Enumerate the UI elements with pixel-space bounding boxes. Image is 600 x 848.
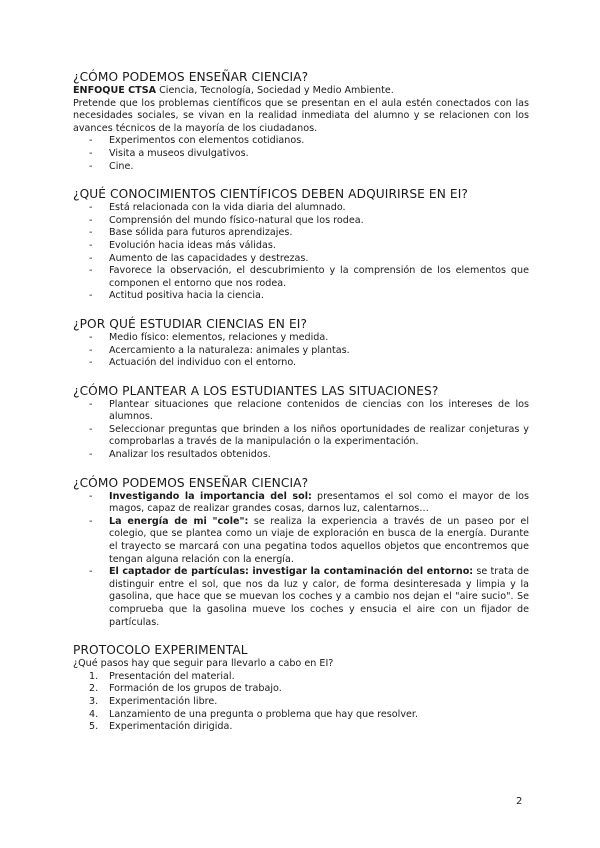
list-item bbox=[73, 135, 529, 148]
list-item bbox=[73, 161, 529, 174]
protocol-question: ¿Qué pasos hay que seguir para llevarlo a cabo en EI? bbox=[73, 658, 334, 670]
list-item-heading: El captador de partículas: investigar la contaminación del entorno: bbox=[109, 566, 474, 578]
dash-marker: - bbox=[89, 357, 93, 369]
dash-marker: - bbox=[89, 290, 93, 302]
section-title: ¿POR QUÉ ESTUDIAR CIENCIAS EN EI? bbox=[73, 316, 308, 331]
number-marker: 4. bbox=[89, 708, 99, 720]
list-item-text: Experimentos con elementos cotidianos. bbox=[109, 135, 305, 147]
dash-marker: - bbox=[89, 331, 93, 343]
list-item bbox=[73, 345, 529, 358]
list-item-text: se trata de distinguir entre el sol, que nos da luz y calor, de forma desinteresada y limpia y la gasolina, que hace que se muevan los coches y a cambio nos dejan el "aire sucio". Se comprueba que la gasolina mueve los coches y ensucia el aire con un fijador de partículas. bbox=[109, 566, 529, 628]
dash-marker: - bbox=[89, 449, 93, 461]
list-item-text: Base sólida para futuros aprendizajes. bbox=[109, 227, 293, 239]
list-item-text: Seleccionar preguntas que brinden a los niños oportunidades de realizar conjeturas y comprobarlas a través de la manipulación o la experimentación. bbox=[109, 423, 529, 448]
section-como-ensenar-1 bbox=[73, 70, 529, 173]
list-item bbox=[73, 290, 529, 303]
list-item-text: Aumento de las capacidades y destrezas. bbox=[109, 252, 309, 264]
list-item-text: presentamos el sol como el mayor de los magos, capaz de realizar grandes cosas, darnos luz, calentarnos… bbox=[109, 490, 529, 515]
dash-marker: - bbox=[89, 566, 93, 578]
dash-marker: - bbox=[89, 398, 93, 410]
section-como-ensenar-2 bbox=[73, 476, 529, 630]
list-item bbox=[73, 399, 529, 424]
list-item bbox=[73, 424, 529, 449]
list-item-text: se realiza la experiencia a través de un paseo por el colegio, que se plantea como un viaje de exploración en busca de la energía. Durante el trayecto se marcará con una pegatina todos aquellos objetos que encontremos que tengan alguna relación con la energía. bbox=[109, 515, 529, 565]
dash-marker: - bbox=[89, 423, 93, 435]
bullet-list bbox=[73, 399, 529, 462]
focus-label: ENFOQUE CTSA bbox=[73, 85, 157, 96]
list-item bbox=[73, 696, 529, 709]
list-item bbox=[73, 566, 529, 629]
focus-text: Ciencia, Tecnología, Sociedad y Medio Ambiente. bbox=[156, 85, 394, 96]
dash-marker: - bbox=[89, 227, 93, 239]
section-title: PROTOCOLO EXPERIMENTAL bbox=[73, 643, 248, 658]
list-item-text: Experimentación dirigida. bbox=[109, 721, 233, 733]
list-item bbox=[73, 253, 529, 266]
list-item-text: Lanzamiento de una pregunta o problema que hay que resolver. bbox=[109, 708, 419, 720]
dash-marker: - bbox=[89, 160, 93, 172]
bullet-list bbox=[73, 491, 529, 630]
list-item-text: Cine. bbox=[109, 160, 134, 172]
list-item bbox=[73, 240, 529, 253]
list-item bbox=[73, 227, 529, 240]
section-title: ¿CÓMO PODEMOS ENSEÑAR CIENCIA? bbox=[73, 70, 309, 84]
list-item bbox=[73, 215, 529, 228]
list-item-text: Formación de los grupos de trabajo. bbox=[109, 683, 282, 695]
list-item bbox=[73, 449, 529, 462]
list-item-text: Visita a museos divulgativos. bbox=[109, 147, 249, 159]
dash-marker: - bbox=[89, 252, 93, 264]
number-marker: 2. bbox=[89, 683, 99, 695]
list-item bbox=[73, 357, 529, 370]
list-item bbox=[73, 683, 529, 696]
page-number: 2 bbox=[516, 796, 523, 807]
dash-marker: - bbox=[89, 515, 93, 527]
bullet-list bbox=[73, 202, 529, 303]
list-item-text: Acercamiento a la naturaleza: animales y plantas. bbox=[109, 344, 350, 356]
document-page bbox=[73, 70, 529, 748]
list-item-text: Experimentación libre. bbox=[109, 695, 218, 707]
list-item bbox=[73, 202, 529, 215]
list-item-text: Evolución hacia ideas más válidas. bbox=[109, 239, 276, 251]
bullet-list bbox=[73, 332, 529, 370]
number-marker: 1. bbox=[89, 670, 99, 682]
section-conocimientos bbox=[73, 187, 529, 303]
list-item bbox=[73, 332, 529, 345]
list-item-text: Presentación del material. bbox=[109, 670, 235, 682]
number-marker: 3. bbox=[89, 695, 99, 707]
intro-paragraph: Pretende que los problemas científicos que se presentan en el aula estén conectados con las necesidades sociales, se vivan en la realidad inmediata del alumno y se relacionen con los avances técnicos de la mayoría de los ciudadanos. bbox=[73, 97, 529, 134]
section-plantear bbox=[73, 384, 529, 462]
dash-marker: - bbox=[89, 344, 93, 356]
list-item-text: Medio físico: elementos, relaciones y medida. bbox=[109, 331, 329, 343]
list-item-heading: La energía de mi "cole": bbox=[109, 515, 249, 527]
list-item bbox=[73, 148, 529, 161]
section-title: ¿CÓMO PODEMOS ENSEÑAR CIENCIA? bbox=[73, 475, 309, 490]
dash-marker: - bbox=[89, 135, 93, 147]
list-item-text: Actitud positiva hacia la ciencia. bbox=[109, 290, 264, 302]
dash-marker: - bbox=[89, 265, 93, 277]
list-item-text: Está relacionada con la vida diaria del alumnado. bbox=[109, 202, 346, 214]
list-item-text: Comprensión del mundo físico-natural que los rodea. bbox=[109, 214, 364, 226]
bullet-list bbox=[73, 135, 529, 173]
list-item bbox=[73, 721, 529, 734]
list-item-text: Plantear situaciones que relacione contenidos de ciencias con los intereses de los alumnos. bbox=[109, 398, 529, 423]
section-title: ¿QUÉ CONOCIMIENTOS CIENTÍFICOS DEBEN ADQUIRIRSE EN EI? bbox=[73, 187, 468, 202]
list-item bbox=[73, 265, 529, 290]
list-item bbox=[73, 491, 529, 516]
list-item-text: Actuación del individuo con el entorno. bbox=[109, 357, 297, 369]
list-item bbox=[73, 516, 529, 566]
dash-marker: - bbox=[89, 490, 93, 502]
list-item-text: Analizar los resultados obtenidos. bbox=[109, 449, 271, 461]
section-por-que bbox=[73, 317, 529, 370]
list-item-text: Favorece la observación, el descubrimiento y la comprensión de los elementos que componen el entorno que nos rodea. bbox=[109, 265, 529, 289]
list-item bbox=[73, 671, 529, 684]
section-protocolo bbox=[73, 643, 529, 734]
numbered-list bbox=[73, 671, 529, 734]
dash-marker: - bbox=[89, 147, 93, 159]
focus-line bbox=[73, 85, 529, 98]
number-marker: 5. bbox=[89, 721, 99, 733]
dash-marker: - bbox=[89, 202, 93, 214]
dash-marker: - bbox=[89, 239, 93, 251]
list-item bbox=[73, 709, 529, 722]
section-title: ¿CÓMO PLANTEAR A LOS ESTUDIANTES LAS SITUACIONES? bbox=[73, 383, 439, 398]
list-item-heading: Investigando la importancia del sol: bbox=[109, 490, 312, 502]
dash-marker: - bbox=[89, 214, 93, 226]
